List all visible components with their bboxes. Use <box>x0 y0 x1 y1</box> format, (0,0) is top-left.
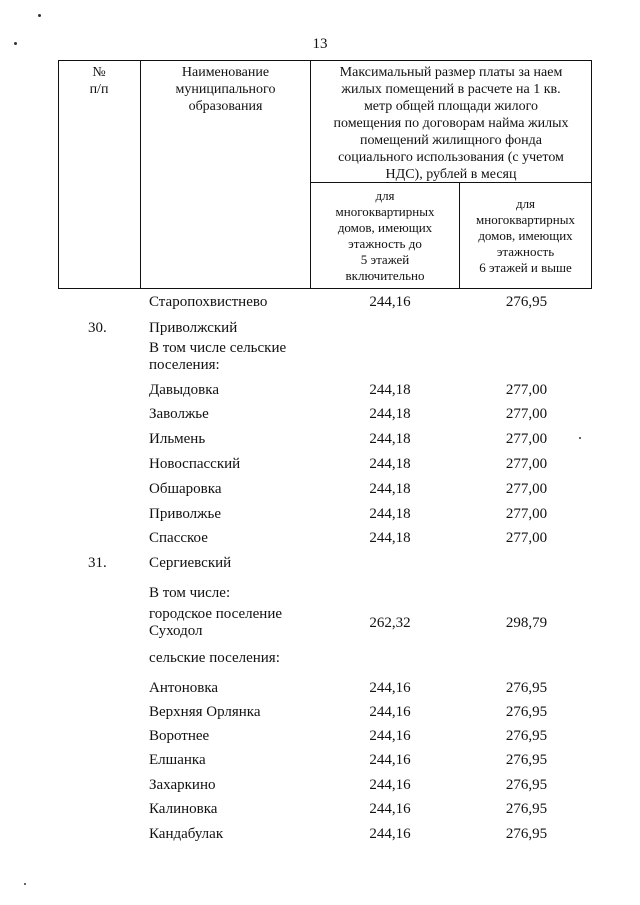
row-value-5-floors: 244,16 <box>369 801 411 817</box>
row-value-6-floors: 277,00 <box>505 406 548 422</box>
row-value-6-floors: 277,00 <box>505 431 548 447</box>
header-sub1: для многоквартирных домов, имеющих этажность до 5 этажей включительно <box>335 188 435 283</box>
row-value-6-floors: 276,95 <box>505 752 548 768</box>
row-value-6-floors: 277,00 <box>505 506 548 522</box>
row-name: В том числе: <box>149 585 231 601</box>
table-row <box>0 382 640 406</box>
table-row <box>0 606 640 639</box>
row-name: городское поселение Суходол <box>149 606 283 639</box>
row-name: Калиновка <box>149 801 218 817</box>
scan-speck <box>14 42 17 45</box>
row-name: Обшаровка <box>149 481 222 497</box>
row-value-6-floors: 277,00 <box>505 530 548 546</box>
row-value-5-floors: 244,16 <box>369 680 411 696</box>
row-value-5-floors: 244,16 <box>369 728 411 744</box>
table-row <box>0 530 640 554</box>
table-row <box>0 826 640 850</box>
row-value-5-floors: 244,18 <box>369 530 411 546</box>
row-name: Приволжье <box>149 506 221 522</box>
row-value-5-floors: 244,16 <box>369 704 411 720</box>
row-number: 31. <box>88 555 107 571</box>
row-value-6-floors: 277,00 <box>505 382 548 398</box>
table-row <box>0 294 640 318</box>
table-row <box>0 431 640 455</box>
row-value-6-floors: 276,95 <box>505 826 548 842</box>
row-name: Антоновка <box>149 680 219 696</box>
row-value-5-floors: 244,18 <box>369 456 411 472</box>
page-number: 13 <box>312 36 328 52</box>
row-name: Заволжье <box>149 406 209 422</box>
table-row <box>0 680 640 704</box>
row-name: Старопохвистнево <box>149 294 268 310</box>
table-row <box>0 481 640 505</box>
row-value-6-floors: 277,00 <box>505 481 548 497</box>
header-num: № п/п <box>89 65 109 97</box>
row-name: Спасское <box>149 530 208 546</box>
row-name: Приволжский <box>149 320 238 336</box>
table-row <box>0 406 640 430</box>
row-name: Новоспасский <box>149 456 241 472</box>
row-value-6-floors: 276,95 <box>505 294 548 310</box>
table-row <box>0 704 640 728</box>
row-value-6-floors: 276,95 <box>505 704 548 720</box>
header-group: Максимальный размер платы за наем жилых помещений в расчете на 1 кв. метр общей площади жилого помещения по договорам найма жилых помещений жилищного фонда социального использования (с учетом НДС), рублей в месяц <box>333 65 569 182</box>
scan-speck <box>38 14 41 17</box>
table-row <box>0 650 640 674</box>
row-number: 30. <box>88 320 107 336</box>
row-value-5-floors: 244,18 <box>369 481 411 497</box>
row-value-5-floors: 244,16 <box>369 826 411 842</box>
row-name: Ильмень <box>149 431 206 447</box>
row-name: В том числе сельские поселения: <box>149 340 287 373</box>
row-value-5-floors: 244,18 <box>369 382 411 398</box>
header-name: Наименование муниципального образования <box>175 65 276 114</box>
table-row <box>0 456 640 480</box>
row-name: Давыдовка <box>149 382 219 398</box>
row-value-6-floors: 277,00 <box>505 456 548 472</box>
row-value-6-floors: 298,79 <box>505 615 548 631</box>
row-name: Елшанка <box>149 752 206 768</box>
row-value-5-floors: 244,18 <box>369 431 411 447</box>
table-row <box>0 506 640 530</box>
row-name: Сергиевский <box>149 555 232 571</box>
row-value-5-floors: 262,32 <box>369 615 411 631</box>
row-value-6-floors: 276,95 <box>505 777 548 793</box>
row-value-5-floors: 244,16 <box>369 777 411 793</box>
table-row <box>0 777 640 801</box>
row-name: Верхняя Орлянка <box>149 704 261 720</box>
row-name: сельские поселения: <box>149 650 280 666</box>
row-value-5-floors: 244,16 <box>369 752 411 768</box>
header-sub2: для многоквартирных домов, имеющих этажность 6 этажей и выше <box>476 196 575 275</box>
table-row <box>0 555 640 579</box>
row-value-6-floors: 276,95 <box>505 801 548 817</box>
row-name: Захаркино <box>149 777 216 793</box>
table-row <box>0 340 640 373</box>
row-name: Кандабулак <box>149 826 224 842</box>
row-name: Воротнее <box>149 728 210 744</box>
row-value-6-floors: 276,95 <box>505 728 548 744</box>
row-value-6-floors: 276,95 <box>505 680 548 696</box>
row-value-5-floors: 244,18 <box>369 506 411 522</box>
table-row <box>0 728 640 752</box>
scan-speck <box>579 437 581 439</box>
table-row <box>0 752 640 776</box>
row-value-5-floors: 244,18 <box>369 406 411 422</box>
table-row <box>0 801 640 825</box>
scan-speck <box>24 883 26 885</box>
row-value-5-floors: 244,16 <box>369 294 411 310</box>
